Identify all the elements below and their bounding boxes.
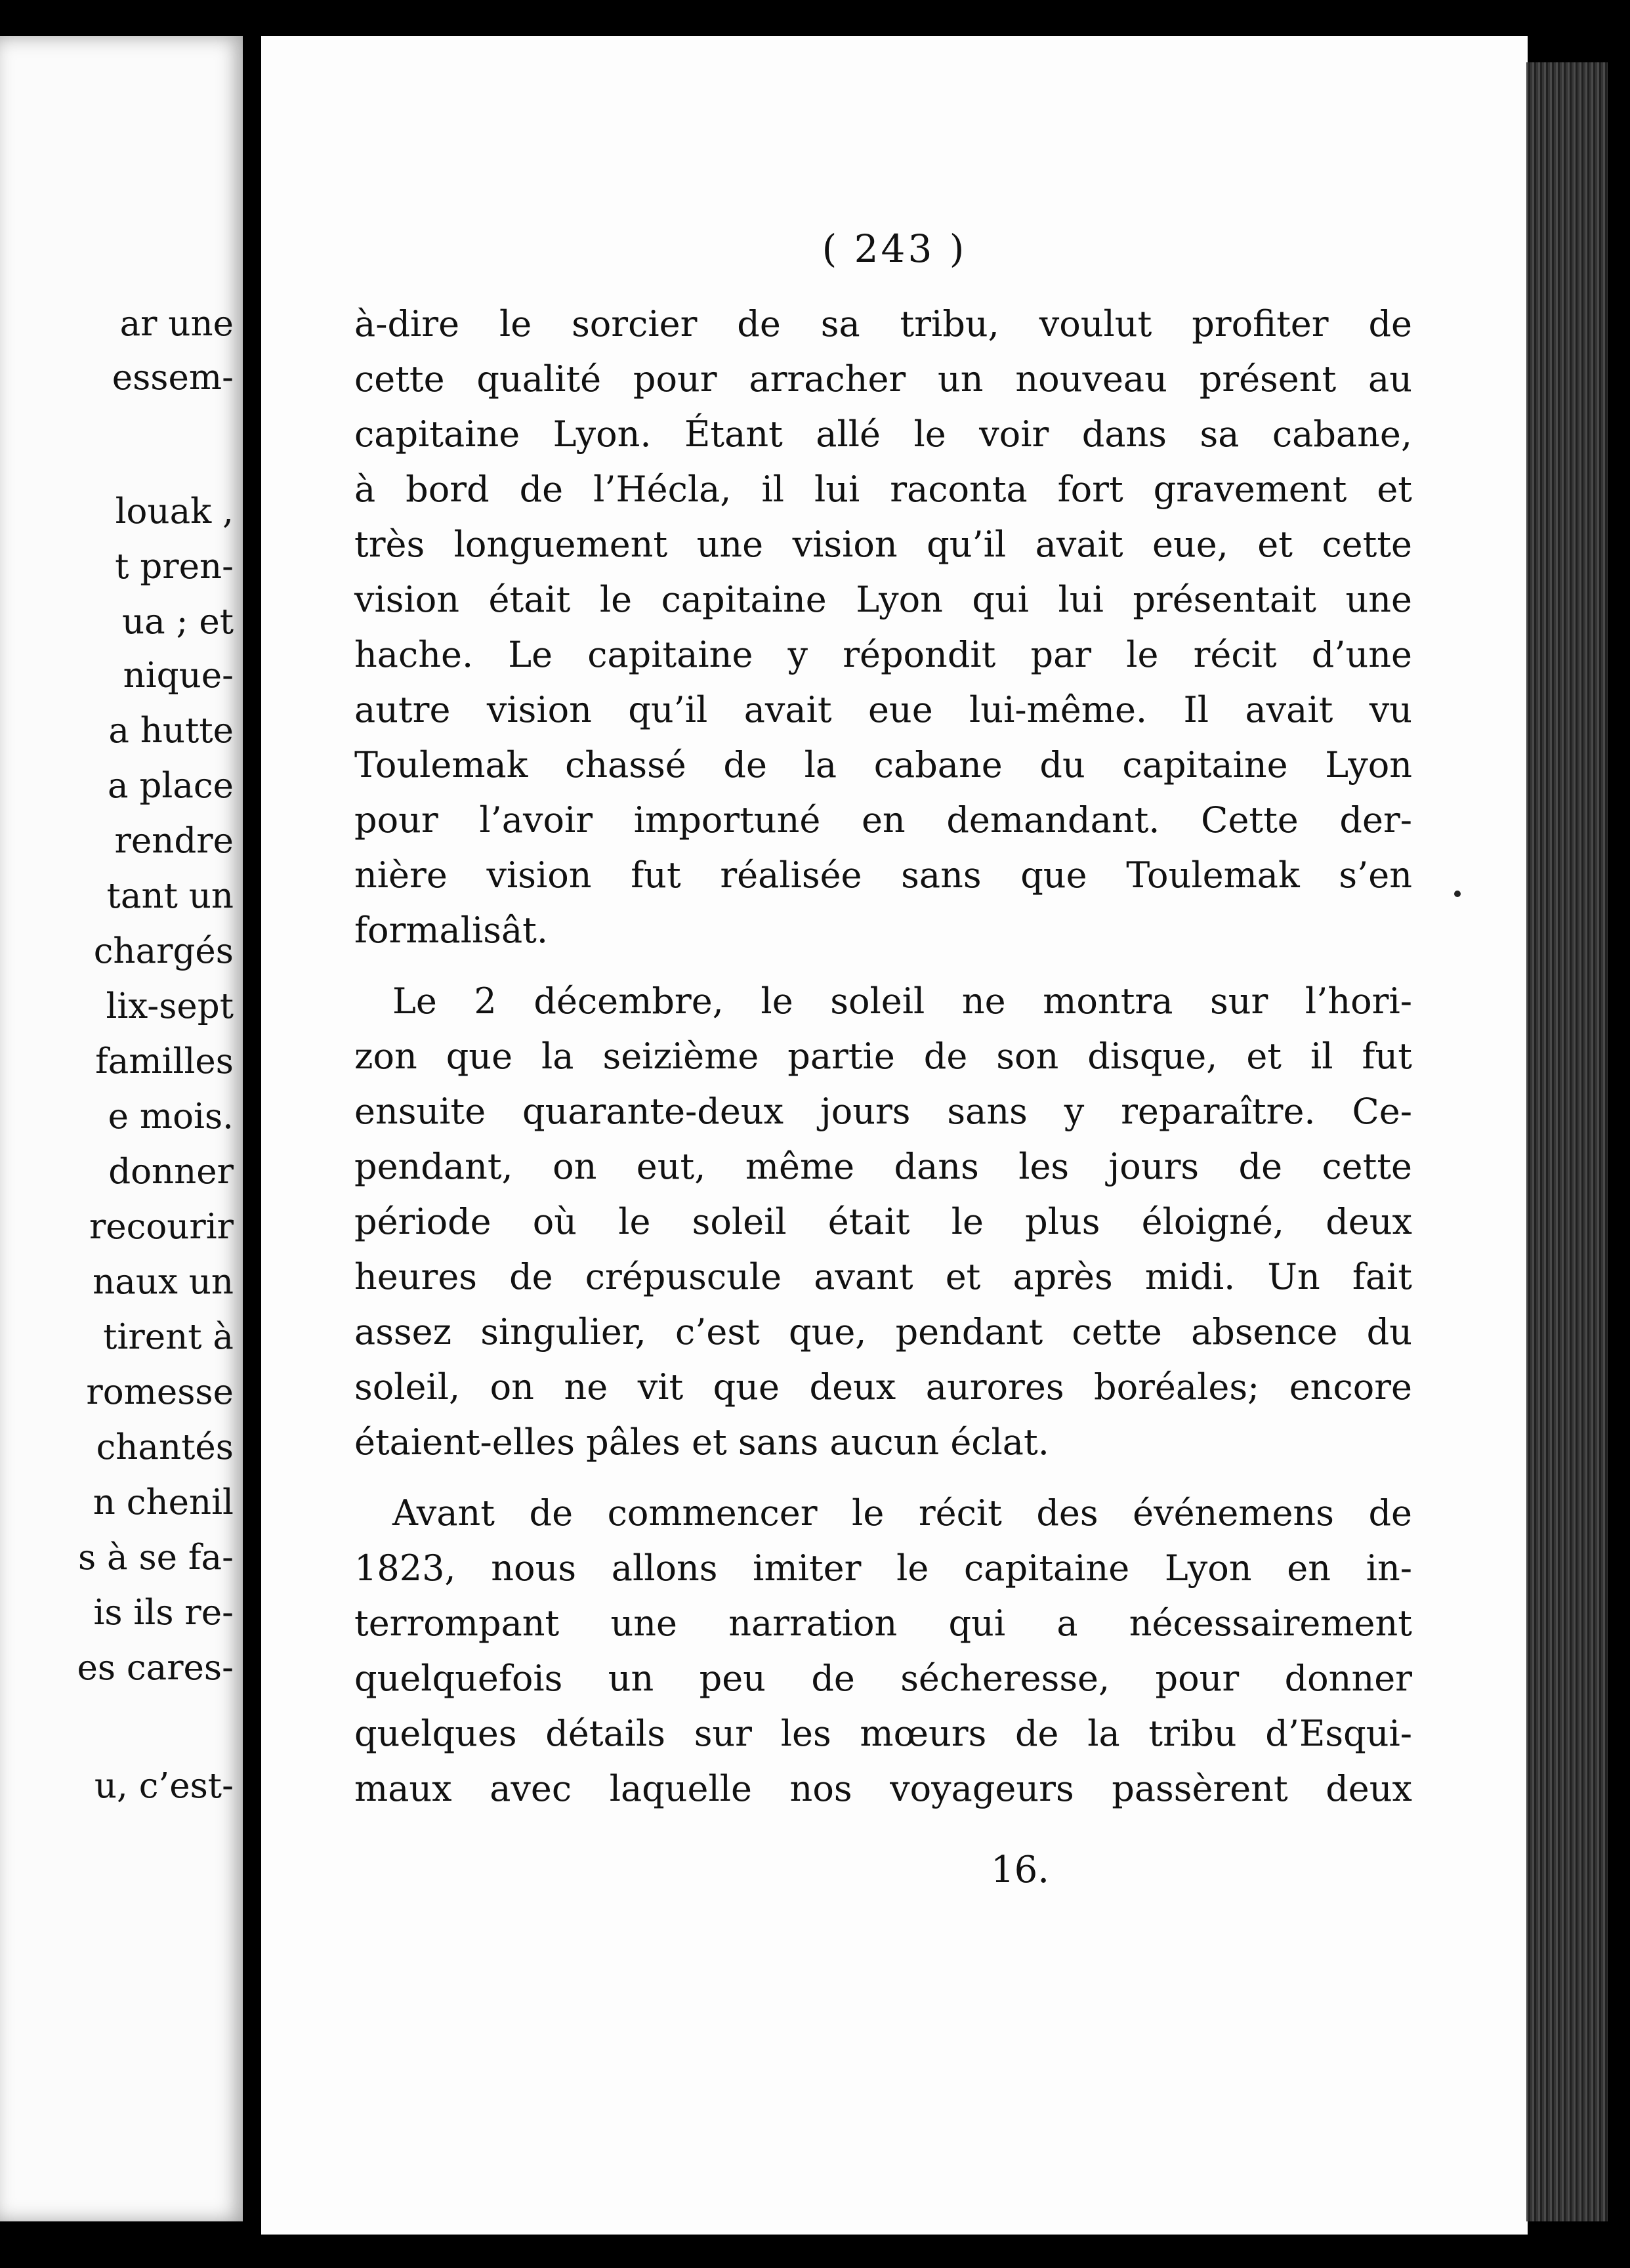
text-line: heures de crépuscule avant et après midi. Un fait bbox=[354, 1256, 1412, 1297]
text-line: cette qualité pour arracher un nouveau présent au bbox=[354, 358, 1412, 400]
text-line: à bord de l’Hécla, il lui raconta fort gravement et bbox=[354, 469, 1412, 510]
left-fragment: donner bbox=[108, 1152, 234, 1192]
left-fragment: rendre bbox=[114, 821, 234, 861]
text-line: autre vision qu’il avait eue lui-même. Il avait vu bbox=[354, 689, 1412, 730]
left-fragment: tant un bbox=[106, 876, 234, 916]
left-fragment: n chenil bbox=[93, 1482, 234, 1522]
left-fragment: louak , bbox=[115, 492, 234, 532]
left-page bbox=[0, 36, 243, 2221]
text-line: quelques détails sur les mœurs de la tribu d’Esqui- bbox=[354, 1713, 1412, 1754]
text-line: 1823, nous allons imiter le capitaine Lyon en in- bbox=[354, 1547, 1412, 1589]
text-line: pour l’avoir importuné en demandant. Cette der- bbox=[354, 799, 1412, 841]
ink-speck bbox=[1454, 891, 1461, 897]
text-line: étaient-elles pâles et sans aucun éclat. bbox=[354, 1421, 1049, 1463]
text-line: période où le soleil était le plus éloigné, deux bbox=[354, 1201, 1412, 1242]
text-line: capitaine Lyon. Étant allé le voir dans sa cabane, bbox=[354, 413, 1412, 455]
page-edges bbox=[1526, 62, 1608, 2221]
text-line: Avant de commencer le récit des événemens de bbox=[392, 1492, 1412, 1534]
left-fragment: t pren- bbox=[115, 547, 234, 587]
left-fragment: essem- bbox=[112, 358, 234, 398]
left-fragment: lix-sept bbox=[106, 986, 234, 1026]
text-line: à-dire le sorcier de sa tribu, voulut profiter de bbox=[354, 303, 1412, 345]
left-fragment: ar une bbox=[119, 304, 234, 344]
left-fragment: tirent à bbox=[103, 1317, 234, 1357]
left-fragment: chargés bbox=[93, 931, 234, 971]
signature-mark: 16. bbox=[991, 1849, 1050, 1891]
text-line: vision était le capitaine Lyon qui lui présentait une bbox=[354, 579, 1412, 620]
left-fragment: recourir bbox=[89, 1207, 234, 1247]
left-fragment: nique- bbox=[123, 656, 234, 696]
text-line: formalisât. bbox=[354, 910, 549, 951]
text-line: terrompant une narration qui a nécessairement bbox=[354, 1603, 1412, 1644]
page-number: ( 243 ) bbox=[822, 226, 967, 271]
text-line: nière vision fut réalisée sans que Toulemak s’en bbox=[354, 854, 1412, 896]
text-line: maux avec laquelle nos voyageurs passèrent deux bbox=[354, 1768, 1412, 1809]
text-line: Le 2 décembre, le soleil ne montra sur l’hori- bbox=[392, 980, 1412, 1022]
text-line: quelquefois un peu de sécheresse, pour donner bbox=[354, 1658, 1412, 1699]
text-line: ensuite quarante-deux jours sans y reparaître. Ce- bbox=[354, 1091, 1412, 1132]
text-line: pendant, on eut, même dans les jours de cette bbox=[354, 1146, 1412, 1187]
text-line: Toulemak chassé de la cabane du capitaine Lyon bbox=[354, 744, 1412, 786]
text-line: soleil, on ne vit que deux aurores boréales; encore bbox=[354, 1366, 1412, 1408]
book-gutter bbox=[243, 0, 261, 2268]
text-line: zon que la seizième partie de son disque, et il fut bbox=[354, 1036, 1412, 1077]
text-line: assez singulier, c’est que, pendant cette absence du bbox=[354, 1311, 1412, 1353]
left-fragment: a hutte bbox=[108, 711, 234, 751]
left-fragment: romesse bbox=[86, 1372, 234, 1412]
left-fragment: ua ; et bbox=[122, 602, 234, 642]
left-fragment: s à se fa- bbox=[77, 1538, 234, 1578]
left-fragment: e mois. bbox=[108, 1097, 234, 1137]
left-fragment: naux un bbox=[93, 1262, 234, 1302]
left-fragment: is ils re- bbox=[93, 1593, 234, 1633]
left-fragment: chantés bbox=[96, 1427, 234, 1467]
text-line: très longuement une vision qu’il avait eue, et cette bbox=[354, 524, 1412, 565]
left-fragment: es cares- bbox=[77, 1648, 234, 1688]
text-line: hache. Le capitaine y répondit par le récit d’une bbox=[354, 634, 1412, 675]
left-fragment: familles bbox=[95, 1041, 234, 1082]
right-page bbox=[261, 36, 1528, 2235]
left-fragment: a place bbox=[108, 766, 234, 806]
left-fragment: u, c’est- bbox=[94, 1766, 234, 1806]
